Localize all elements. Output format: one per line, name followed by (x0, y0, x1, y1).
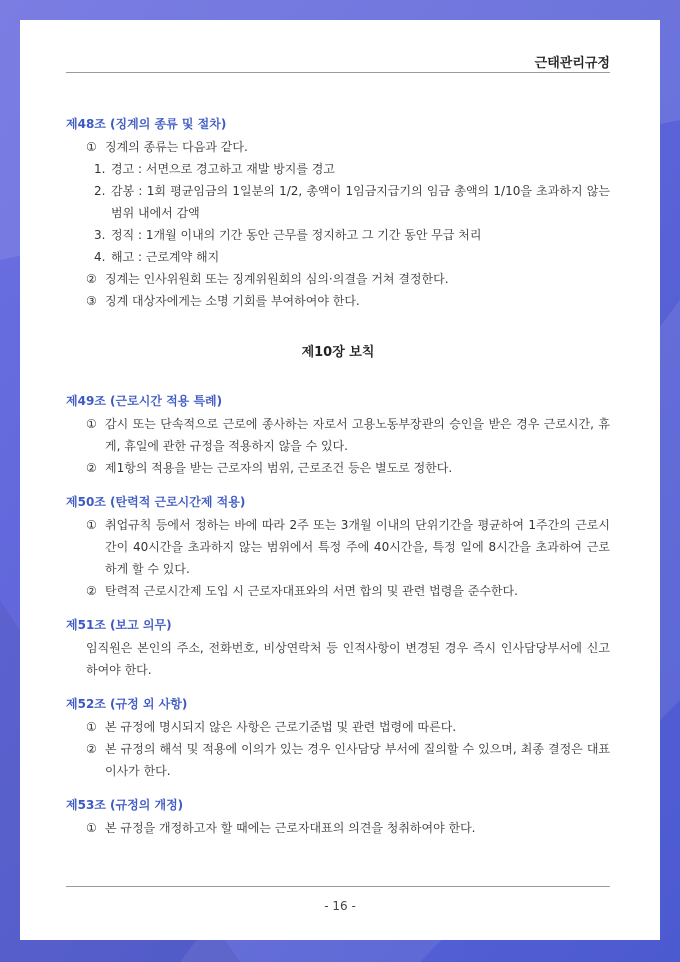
article-51 (66, 614, 610, 681)
list-item (66, 716, 610, 738)
document-page (20, 20, 660, 940)
chapter-heading: 제10장 보칙 (301, 345, 375, 360)
item-marker: ① (86, 140, 97, 154)
item-marker: ① (86, 821, 97, 835)
item-marker: ② (86, 584, 97, 598)
item-marker: ② (86, 461, 97, 475)
item-text: 본 규정에 명시되지 않은 사항은 근로기준법 및 관련 법령에 따른다. (105, 720, 457, 734)
item-text: 탄력적 근로시간제 도입 시 근로자대표와의 서면 합의 및 관련 법령을 준수한다. (105, 584, 518, 598)
item-text: 본 규정을 개정하고자 할 때에는 근로자대표의 의견을 청취하여야 한다. (105, 821, 476, 835)
header-divider (66, 72, 610, 73)
article-paragraph: 임직원은 본인의 주소, 전화번호, 비상연락처 등 인적사항이 변경된 경우 즉시 인사담당부서에 신고하여야 한다. (86, 641, 610, 677)
item-text: 정직 : 1개월 이내의 기간 동안 근무를 정지하고 그 기간 동안 무급 처리 (111, 228, 482, 242)
list-item (66, 457, 610, 479)
list-item (66, 158, 610, 180)
article-53 (66, 794, 610, 839)
item-text: 본 규정의 해석 및 적용에 이의가 있는 경우 인사담당 부서에 질의할 수 있으며, 최종 결정은 대표이사가 한다. (105, 742, 610, 778)
list-item (66, 817, 610, 839)
list-item (66, 180, 610, 224)
article-title: 제48조 (징계의 종류 및 절차) (66, 117, 227, 131)
item-marker: 4. (94, 250, 106, 264)
item-text: 감시 또는 단속적으로 근로에 종사하는 자로서 고용노동부장관의 승인을 받은 경우 근로시간, 휴게, 휴일에 관한 규정을 적용하지 않을 수 있다. (105, 417, 610, 453)
item-text: 취업규칙 등에서 정하는 바에 따라 2주 또는 3개월 이내의 단위기간을 평균하여 1주간의 근로시간이 40시간을 초과하지 않는 범위에서 특정 주에 40시간을, 특정 일에 8시간을 초과하여 근로하게 할 수 있다. (105, 518, 610, 576)
list-item (66, 268, 610, 290)
item-marker: 1. (94, 162, 106, 176)
item-text: 징계는 인사위원회 또는 징계위원회의 심의·의결을 거쳐 결정한다. (105, 272, 449, 286)
list-item (66, 290, 610, 312)
article-52 (66, 693, 610, 782)
page-number: - 16 - (324, 899, 356, 913)
document-title: 근태관리규정 (534, 56, 610, 71)
article-title: 제53조 (규정의 개정) (66, 798, 184, 812)
item-marker: ① (86, 518, 97, 532)
article-title: 제51조 (보고 의무) (66, 618, 172, 632)
item-marker: ② (86, 742, 97, 756)
item-text: 징계 대상자에게는 소명 기회를 부여하여야 한다. (105, 294, 360, 308)
list-item (66, 413, 610, 457)
list-item (66, 514, 610, 580)
item-marker: ① (86, 417, 97, 431)
document-body (66, 113, 610, 851)
list-item (66, 224, 610, 246)
list-item (66, 136, 610, 158)
item-marker: ③ (86, 294, 97, 308)
article-title: 제52조 (규정 외 사항) (66, 697, 188, 711)
list-item (66, 246, 610, 268)
footer-divider (66, 886, 610, 887)
item-text: 제1항의 적용을 받는 근로자의 범위, 근로조건 등은 별도로 정한다. (105, 461, 453, 475)
item-marker: ① (86, 720, 97, 734)
list-item (66, 738, 610, 782)
item-marker: ② (86, 272, 97, 286)
item-text: 경고 : 서면으로 경고하고 재발 방지를 경고 (111, 162, 335, 176)
item-text: 해고 : 근로계약 해지 (111, 250, 220, 264)
article-50 (66, 491, 610, 602)
article-title: 제49조 (근로시간 적용 특례) (66, 394, 223, 408)
item-text: 감봉 : 1회 평균임금의 1일분의 1/2, 총액이 1임금지급기의 임금 총액의 1/10을 초과하지 않는 범위 내에서 감액 (111, 184, 610, 220)
article-49 (66, 390, 610, 479)
item-text: 징계의 종류는 다음과 같다. (105, 140, 248, 154)
article-48 (66, 113, 610, 312)
list-item (66, 580, 610, 602)
article-title: 제50조 (탄력적 근로시간제 적용) (66, 495, 246, 509)
item-marker: 2. (94, 184, 106, 198)
item-marker: 3. (94, 228, 106, 242)
